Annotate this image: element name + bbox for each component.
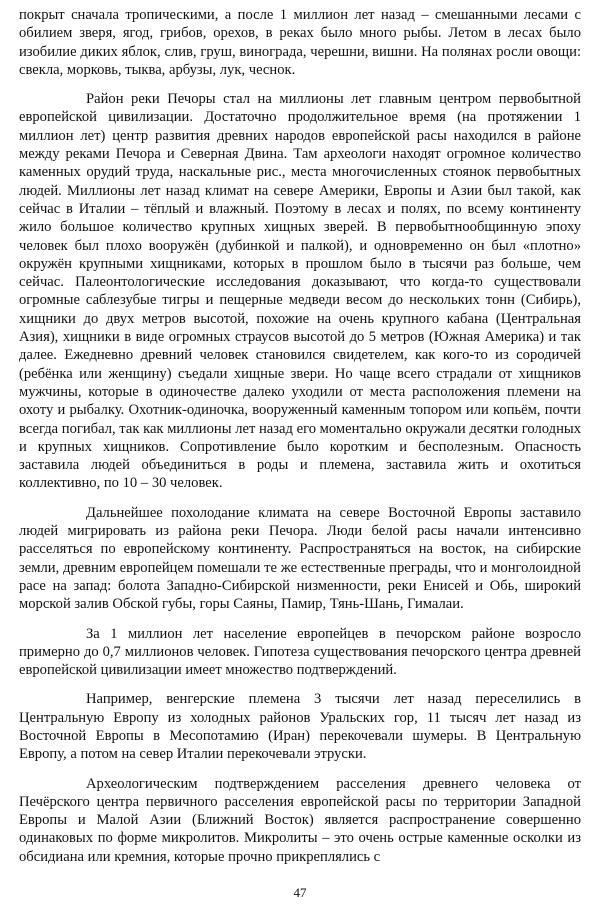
paragraph-population: За 1 миллион лет население европейцев в печорском районе возросло примерно до 0,7 миллионов человек. Гипотеза существования печорского центра древней европейской цивилизации имеет множество подтверждений.: [19, 625, 581, 679]
paragraph-examples: Например, венгерские племена 3 тысячи лет назад переселились в Центральную Европу из холодных районов Уральских гор, 11 тысяч лет назад из Восточной Европы в Месопотамию (Иран) перекочевали шумеры. В Центральную Европу, а потом на север Италии перекочевали этруски.: [19, 691, 581, 763]
paragraph-forest-description: покрыт сначала тропическими, а после 1 миллион лет назад – смешанными лесами с обилием зверя, ягод, грибов, орехов, в реках было много рыбы. Летом в лесах было изобилие диких яблок, слив, груш, винограда, черешни, вишни. На полянах росли овощи: свекла, морковь, тыква, арбузы, лук, чеснок.: [19, 7, 581, 78]
page-text-body: [19, 6, 581, 866]
paragraph-migration: Дальнейшее похолодание климата на севере Восточной Европы заставило людей мигрировать из района реки Печора. Люди белой расы начали интенсивно расселяться по европейскому континенту. Распространяться на восток, на сибирские земли, древним европейцем помешали те же естественные преграды, что и монголоидной расе на запад: болота Западно-Сибирской низменности, реки Енисей и Обь, широкий морской залив Обской губы, горы Саяны, Памир, Тянь-Шань, Гималаи.: [19, 504, 581, 613]
paragraph-microliths: Археологическим подтверждением расселения древнего человека от Печёрского центра первичного расселения европейской расы по территории Западной Европы и Малой Азии (Ближний Восток) является распространение совершенно одинаковых по форме микролитов. Микролиты – это очень острые каменные осколки из обсидиана или кремния, которые прочно прикреплялись с: [19, 775, 581, 865]
paragraph-pechora-center: Район реки Печоры стал на миллионы лет главным центром первобытной европейской цивилизации. Достаточно продолжительное время (на протяжении 1 миллион лет) центр развития древних народов европейской расы находился в районе между реками Печора и Северная Двина. Там археологи находят огромное количество каменных орудий труда, наскальные рис., места многочисленных стоянок первобытных людей. Миллионы лет назад климат на севере Америки, Европы и Азии был такой, как сейчас в Италии – тёплый и влажный. Поэтому в лесах и полях, по всему континенту жило большое количество крупных хищных зверей. В первобытнообщинную эпоху человек был плохо вооружён (дубинкой и палкой), и одновременно он был «плотно» окружён крупными хищниками, которых в прошлом было в тысячи раз больше, чем сейчас. Палеонтологические исследования доказывают, что когда-то существовали огромные саблезубые тигры и пещерные медведи весом до нескольких тонн (Сибирь), хищники до двух метров высотой, похожие на очень крупного кабана (Центральная Азия), хищники в виде огромных страусов высотой до 5 метров (Южная Америка) и так далее. Ежедневно древний человек становился свидетелем, как кого-то из сородичей (ребёнка или женщину) съедали хищные звери. Но чаще всего страдали от хищников мужчины, которые в одиночестве далеко уходили от места расположения племени на охоту и рыбалку. Охотник-одиночка, вооруженный каменным топором или копьём, почти всегда погибал, так как миллионы лет назад его моментально окружали десятки голодных и крупных хищников. Сопротивление было коротким и бесполезным. Опасность заставила людей объединиться в роды и племена, заставила жить и охотиться коллективно, по 10 – 30 человек.: [19, 91, 581, 492]
page-number: 47: [293, 885, 307, 900]
